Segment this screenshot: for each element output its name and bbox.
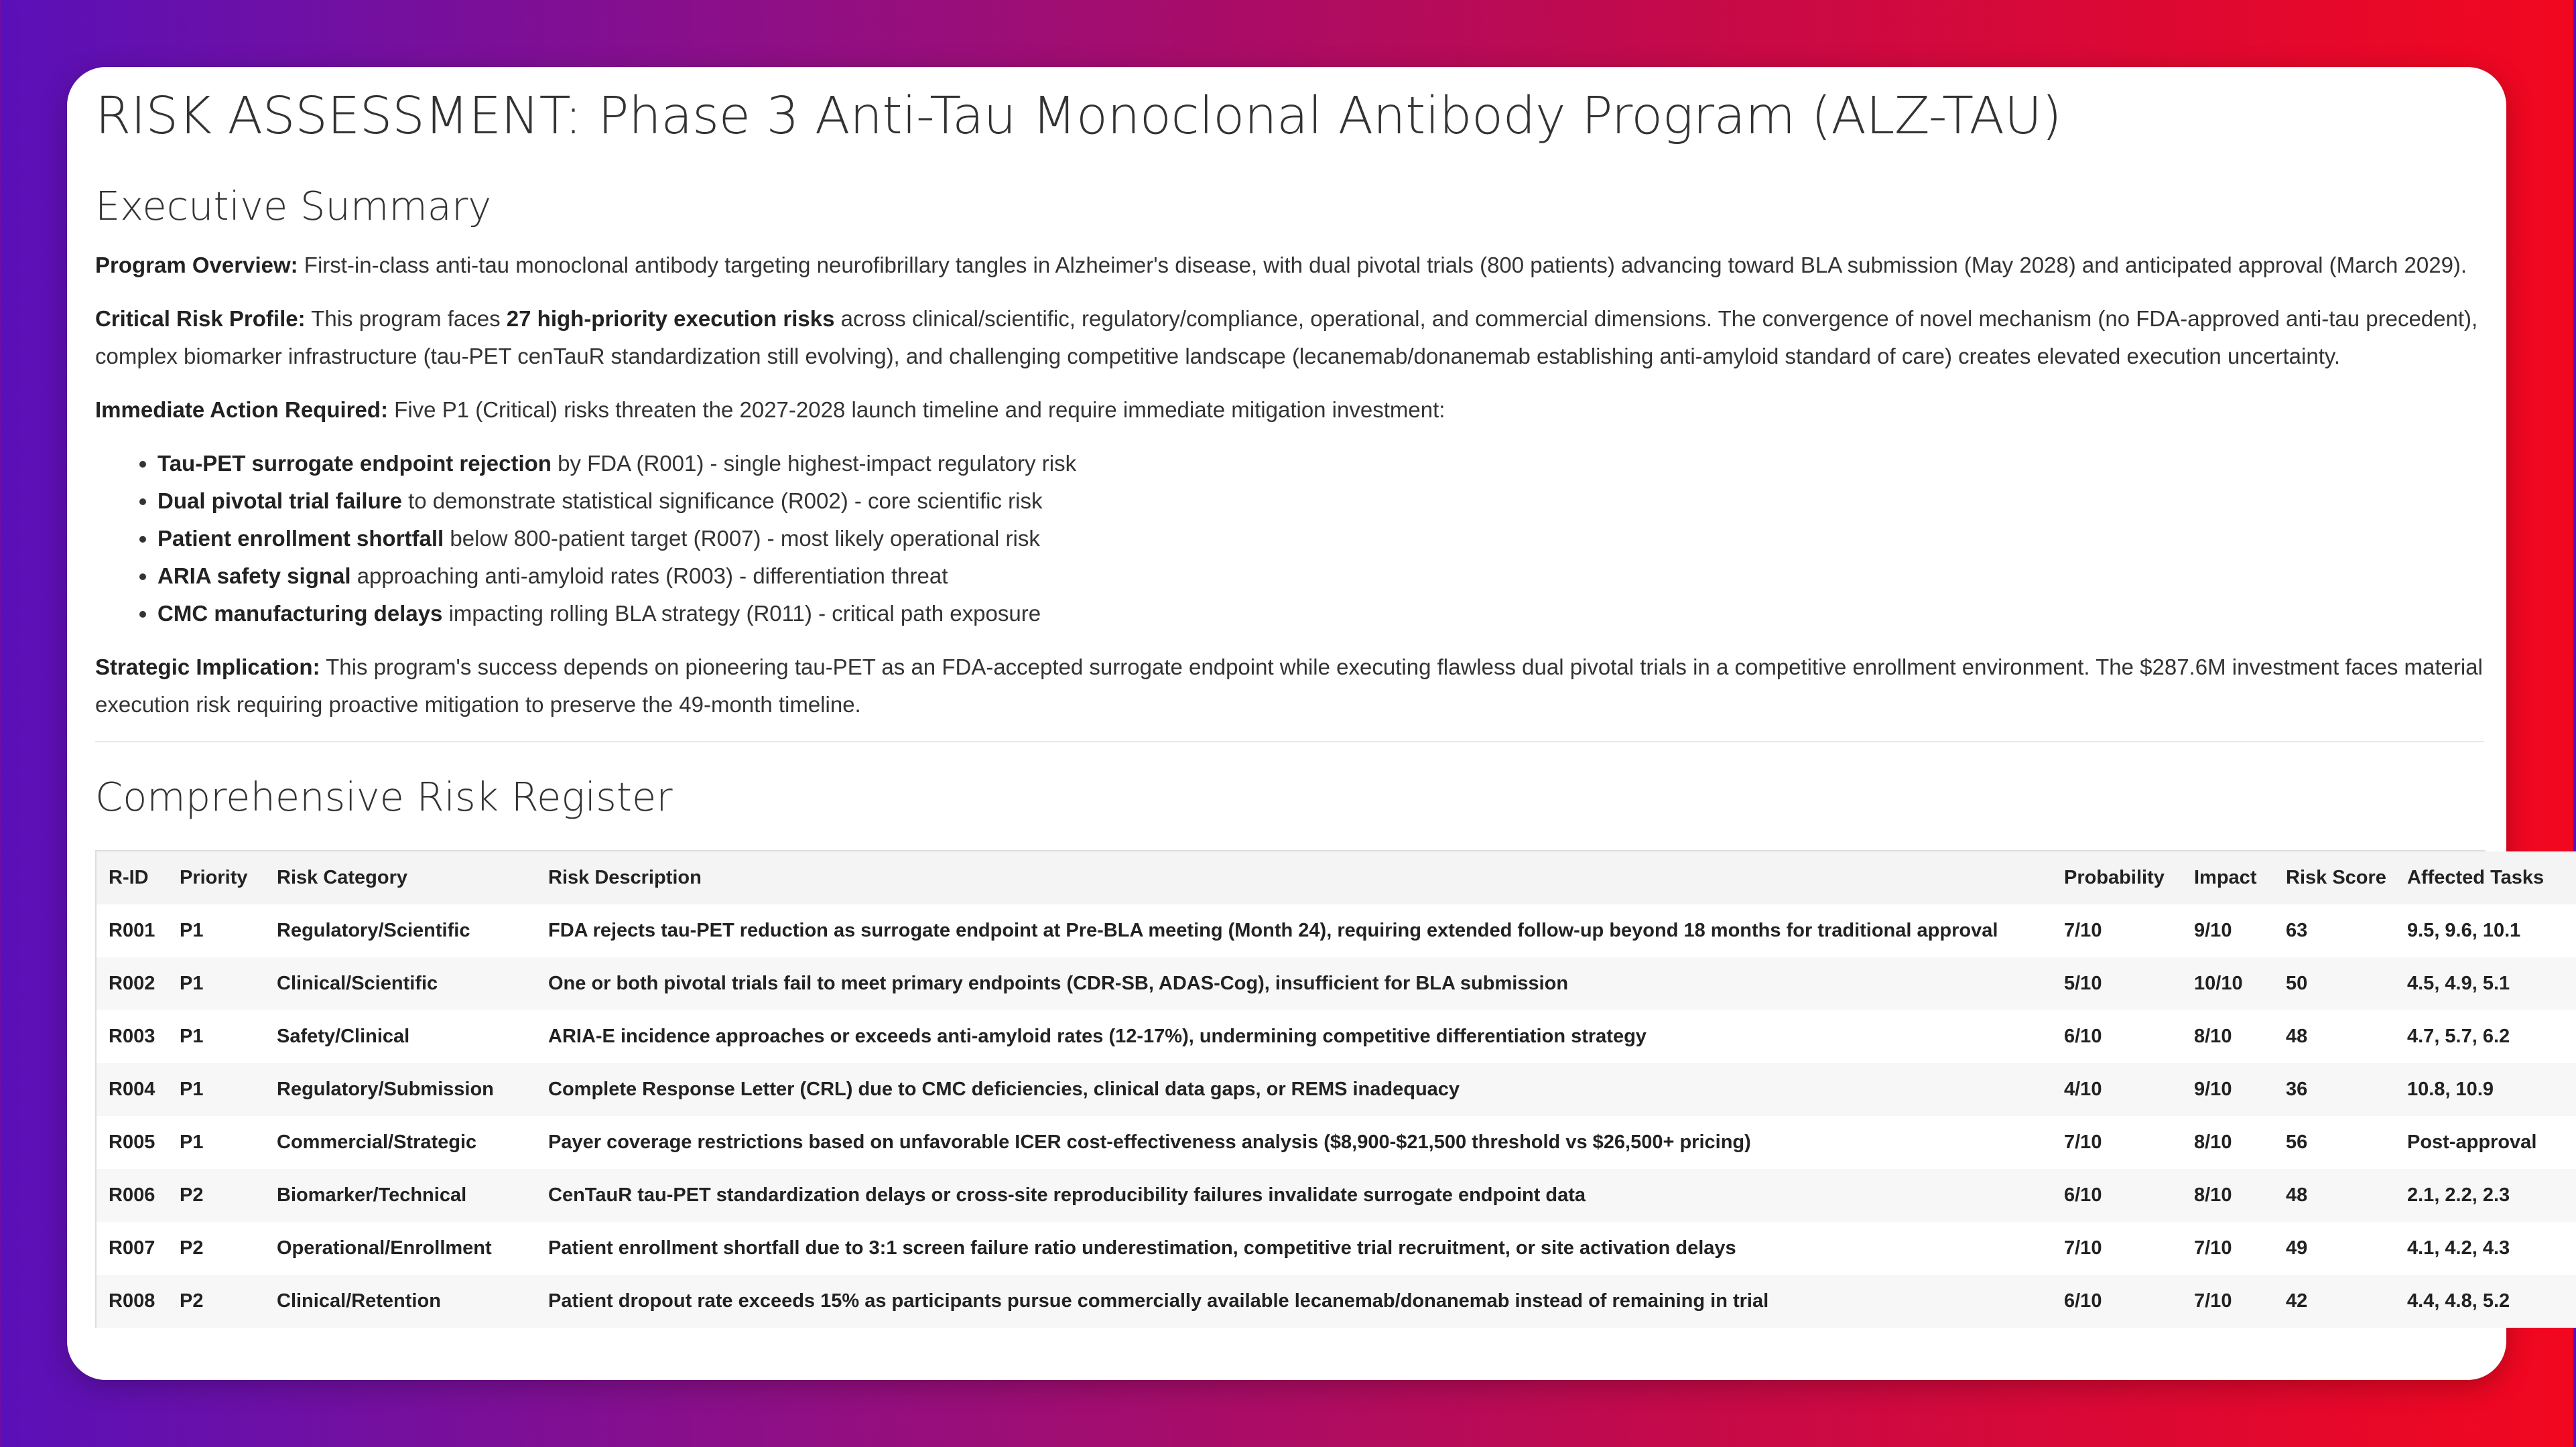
document-content [95, 79, 2545, 1328]
list-item-text: approaching anti-amyloid rates (R003) - differentiation threat [350, 563, 948, 589]
cell-category: Commercial/Strategic [265, 1116, 536, 1169]
cell-category: Clinical/Scientific [265, 957, 536, 1010]
immediate-action-label: Immediate Action Required: [95, 397, 389, 423]
cell-rid: R008 [96, 1275, 168, 1328]
cell-priority: P2 [168, 1169, 265, 1222]
risk-register-heading: Comprehensive Risk Register [95, 774, 673, 821]
critical-risk-emphasis: 27 high-priority execution risks [506, 306, 835, 332]
immediate-action-paragraph [95, 391, 2484, 429]
cell-probability: 7/10 [2052, 904, 2182, 957]
cell-description: Patient dropout rate exceeds 15% as participants pursue commercially available lecanemab/donanemab instead of remaining in trial [536, 1275, 2052, 1328]
list-item-bold: Patient enrollment shortfall [157, 526, 444, 551]
list-item [157, 520, 2484, 557]
cell-description: Complete Response Letter (CRL) due to CMC deficiencies, clinical data gaps, or REMS inadequacy [536, 1063, 2052, 1116]
critical-risk-label: Critical Risk Profile: [95, 306, 306, 332]
cell-impact: 8/10 [2182, 1116, 2274, 1169]
cell-category: Operational/Enrollment [265, 1222, 536, 1275]
critical-risk-text-before: This program faces [305, 306, 507, 332]
column-header-probability: Probability [2052, 851, 2182, 904]
cell-rid: R007 [96, 1222, 168, 1275]
cell-category: Regulatory/Submission [265, 1063, 536, 1116]
list-item-bold: Dual pivotal trial failure [157, 488, 402, 514]
list-item-bold: CMC manufacturing delays [157, 601, 443, 626]
executive-summary-heading: Executive Summary [95, 182, 492, 229]
list-item-text: impacting rolling BLA strategy (R011) - critical path exposure [442, 601, 1041, 626]
list-item [157, 445, 2484, 482]
critical-risk-paragraph [95, 300, 2484, 375]
cell-category: Regulatory/Scientific [265, 904, 536, 957]
table-row [96, 957, 2576, 1010]
cell-priority: P2 [168, 1222, 265, 1275]
strategic-implication-label: Strategic Implication: [95, 654, 320, 680]
column-header-priority: Priority [168, 851, 265, 904]
cell-risk-score: 63 [2274, 904, 2395, 957]
cell-probability: 6/10 [2052, 1169, 2182, 1222]
cell-priority: P1 [168, 1010, 265, 1063]
program-overview-label: Program Overview: [95, 253, 298, 278]
cell-probability: 4/10 [2052, 1063, 2182, 1116]
cell-risk-score: 49 [2274, 1222, 2395, 1275]
cell-priority: P1 [168, 1116, 265, 1169]
section-divider [95, 741, 2484, 742]
cell-affected-tasks: 2.1, 2.2, 2.3 [2395, 1169, 2576, 1222]
cell-impact: 9/10 [2182, 904, 2274, 957]
document-window [67, 67, 2545, 1380]
cell-affected-tasks: 4.4, 4.8, 5.2 [2395, 1275, 2576, 1328]
cell-description: CenTauR tau-PET standardization delays or cross-site reproducibility failures invalidate surrogate endpoint data [536, 1169, 2052, 1222]
program-overview-paragraph [95, 247, 2484, 284]
column-header-impact: Impact [2182, 851, 2274, 904]
cell-rid: R003 [96, 1010, 168, 1063]
cell-probability: 7/10 [2052, 1222, 2182, 1275]
cell-risk-score: 36 [2274, 1063, 2395, 1116]
table-row [96, 1063, 2576, 1116]
table-row [96, 1169, 2576, 1222]
cell-priority: P1 [168, 904, 265, 957]
cell-risk-score: 48 [2274, 1169, 2395, 1222]
cell-priority: P1 [168, 1063, 265, 1116]
table-row [96, 1116, 2576, 1169]
list-item [157, 595, 2484, 632]
immediate-action-text: Five P1 (Critical) risks threaten the 2027-2028 launch timeline and require immediate mitigation investment: [388, 397, 1445, 423]
risk-register-table [96, 851, 2576, 1328]
cell-risk-score: 42 [2274, 1275, 2395, 1328]
cell-impact: 8/10 [2182, 1010, 2274, 1063]
page-title: RISK ASSESSMENT: Phase 3 Anti-Tau Monoclonal Antibody Program (ALZ-TAU) [95, 86, 2062, 146]
critical-risk-text-after: across clinical/scientific, regulatory/compliance, operational, and commercial dimensions. The convergence of novel mechanism (no FDA-approved anti-tau precedent), complex biomarker infrastructure (tau-PET cenTauR standardization still evolving), and challenging competitive landscape (lecanemab/donanemab establishing anti-amyloid standard of care) creates elevated execution uncertainty. [95, 306, 2478, 369]
cell-rid: R004 [96, 1063, 168, 1116]
column-header-rid: R-ID [96, 851, 168, 904]
cell-risk-score: 48 [2274, 1010, 2395, 1063]
cell-description: One or both pivotal trials fail to meet primary endpoints (CDR-SB, ADAS-Cog), insufficient for BLA submission [536, 957, 2052, 1010]
list-item-text: by FDA (R001) - single highest-impact regulatory risk [551, 451, 1077, 476]
cell-description: Payer coverage restrictions based on unfavorable ICER cost-effectiveness analysis ($8,900-$21,500 threshold vs $26,500+ pricing) [536, 1116, 2052, 1169]
cell-priority: P1 [168, 957, 265, 1010]
cell-affected-tasks: Post-approval [2395, 1116, 2576, 1169]
cell-rid: R002 [96, 957, 168, 1010]
cell-rid: R001 [96, 904, 168, 957]
table-header-row [96, 851, 2576, 904]
list-item-text: below 800-patient target (R007) - most likely operational risk [444, 526, 1040, 551]
list-item-text: to demonstrate statistical significance (R002) - core scientific risk [401, 488, 1043, 514]
cell-affected-tasks: 4.1, 4.2, 4.3 [2395, 1222, 2576, 1275]
cell-description: Patient enrollment shortfall due to 3:1 screen failure ratio underestimation, competitive trial recruitment, or site activation delays [536, 1222, 2052, 1275]
cell-rid: R006 [96, 1169, 168, 1222]
cell-priority: P2 [168, 1275, 265, 1328]
column-header-category: Risk Category [265, 851, 536, 904]
cell-probability: 5/10 [2052, 957, 2182, 1010]
cell-description: FDA rejects tau-PET reduction as surrogate endpoint at Pre-BLA meeting (Month 24), requiring extended follow-up beyond 18 months for traditional approval [536, 904, 2052, 957]
cell-rid: R005 [96, 1116, 168, 1169]
column-header-risk-score: Risk Score [2274, 851, 2395, 904]
table-row [96, 1275, 2576, 1328]
table-row [96, 1010, 2576, 1063]
strategic-implication-text: This program's success depends on pioneering tau-PET as an FDA-accepted surrogate endpoint while executing flawless dual pivotal trials in a competitive enrollment environment. The $287.6M investment faces material execution risk requiring proactive mitigation to preserve the 49-month timeline. [95, 654, 2483, 717]
cell-affected-tasks: 10.8, 10.9 [2395, 1063, 2576, 1116]
cell-category: Biomarker/Technical [265, 1169, 536, 1222]
cell-probability: 6/10 [2052, 1275, 2182, 1328]
list-item [157, 557, 2484, 595]
cell-affected-tasks: 9.5, 9.6, 10.1 [2395, 904, 2576, 957]
list-item [157, 482, 2484, 520]
cell-affected-tasks: 4.7, 5.7, 6.2 [2395, 1010, 2576, 1063]
table-row [96, 904, 2576, 957]
cell-impact: 7/10 [2182, 1275, 2274, 1328]
cell-impact: 8/10 [2182, 1169, 2274, 1222]
cell-impact: 10/10 [2182, 957, 2274, 1010]
cell-probability: 6/10 [2052, 1010, 2182, 1063]
column-header-affected-tasks: Affected Tasks [2395, 851, 2576, 904]
risk-register-table-scroll[interactable] [95, 850, 2545, 1328]
cell-description: ARIA-E incidence approaches or exceeds anti-amyloid rates (12-17%), undermining competitive differentiation strategy [536, 1010, 2052, 1063]
cell-risk-score: 56 [2274, 1116, 2395, 1169]
cell-category: Clinical/Retention [265, 1275, 536, 1328]
cell-affected-tasks: 4.5, 4.9, 5.1 [2395, 957, 2576, 1010]
list-item-bold: ARIA safety signal [157, 563, 351, 589]
cell-risk-score: 50 [2274, 957, 2395, 1010]
cell-category: Safety/Clinical [265, 1010, 536, 1063]
column-header-description: Risk Description [536, 851, 2052, 904]
cell-probability: 7/10 [2052, 1116, 2182, 1169]
program-overview-text: First-in-class anti-tau monoclonal antibody targeting neurofibrillary tangles in Alzheimer's disease, with dual pivotal trials (800 patients) advancing toward BLA submission (May 2028) and anticipated approval (March 2029). [298, 253, 2467, 278]
cell-impact: 9/10 [2182, 1063, 2274, 1116]
list-item-bold: Tau-PET surrogate endpoint rejection [157, 451, 552, 476]
p1-risk-list [95, 445, 2484, 632]
cell-impact: 7/10 [2182, 1222, 2274, 1275]
table-row [96, 1222, 2576, 1275]
strategic-implication-paragraph [95, 648, 2484, 724]
